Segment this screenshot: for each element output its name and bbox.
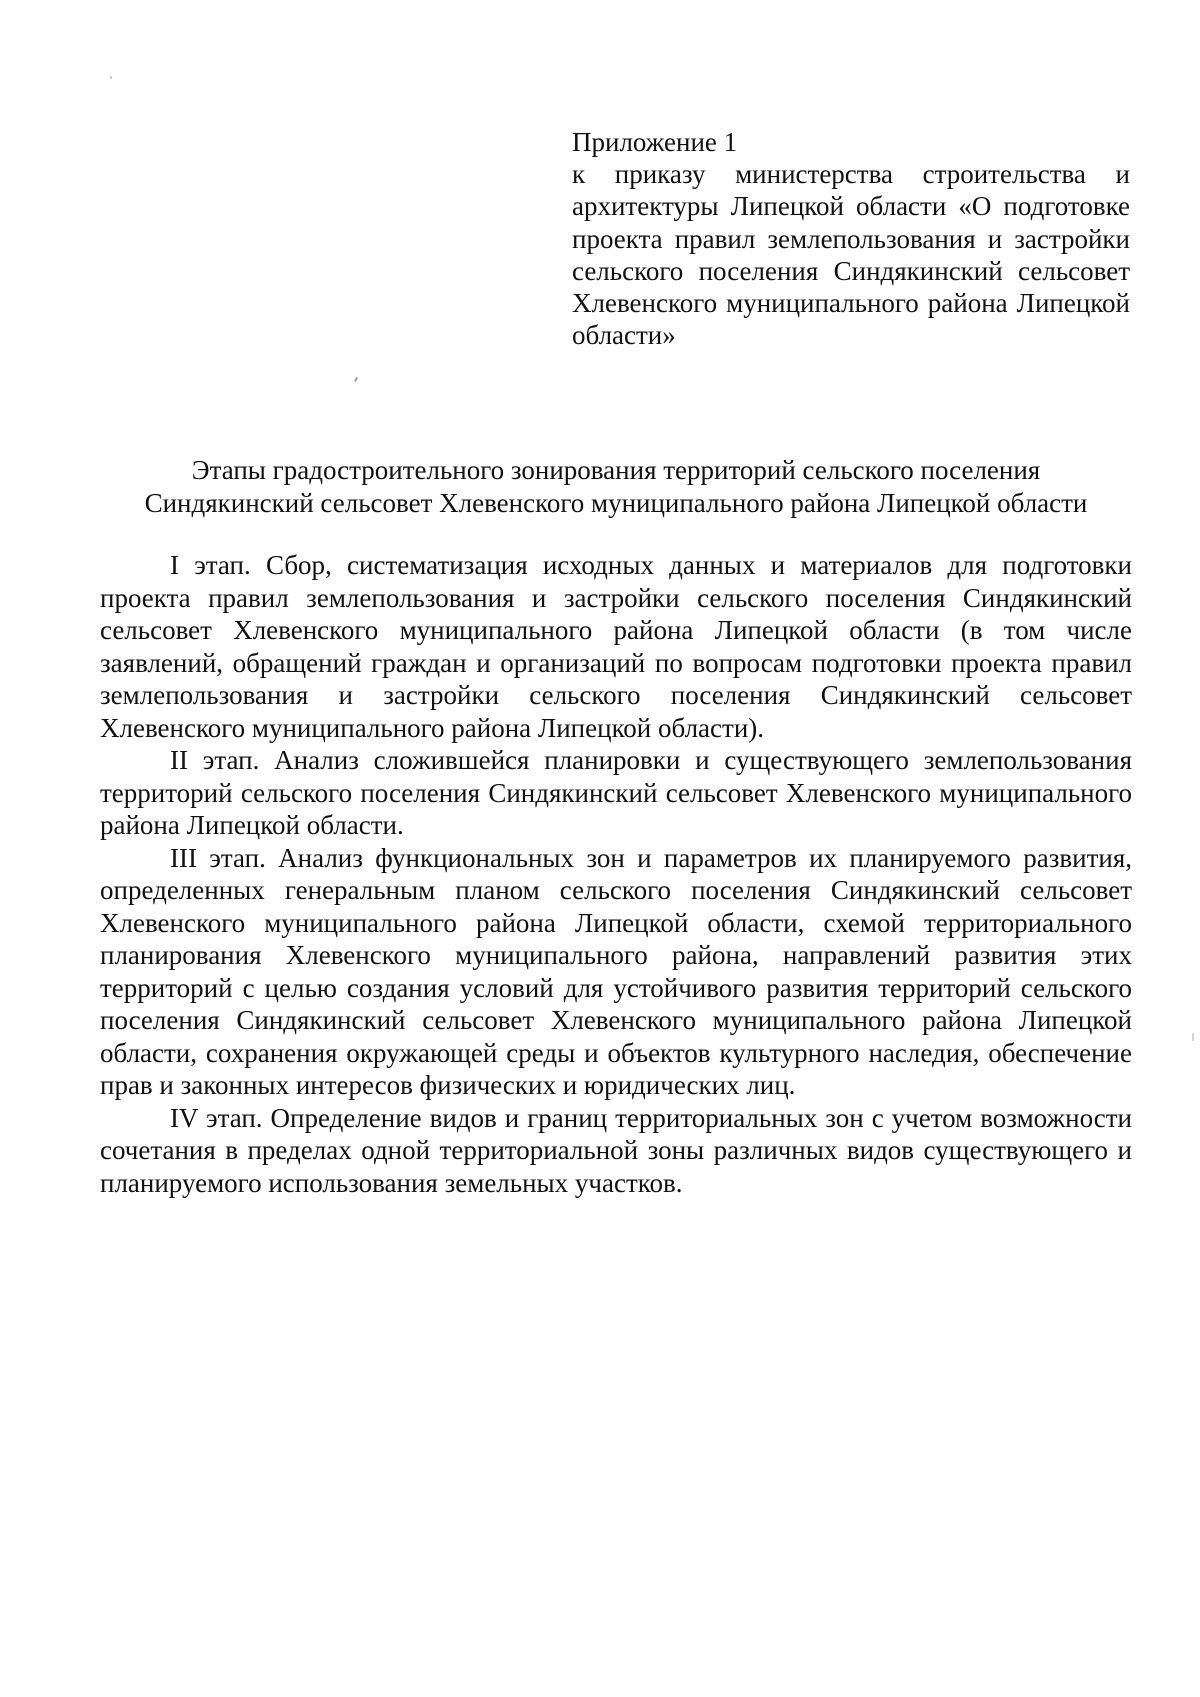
document-title-line-2: Синдякинский сельсовет Хлевенского муниципального района Липецкой области — [144, 488, 1088, 518]
scan-speck — [354, 377, 358, 382]
appendix-title: Приложение 1 — [572, 127, 738, 157]
stage-paragraph-3: III этап. Анализ функциональных зон и параметров их планируемого развития, определенных генеральным планом сельского поселения Синдякинский сельсовет Хлевенского муниципального района Липецкой области, схемой территориального планирования Хлевенского муниципального района, направлений развития этих территорий с целью создания условий для устойчивого развития территорий сельского поселения Синдякинский сельсовет Хлевенского муниципального района Липецкой области, сохранения окружающей среды и объектов культурного наследия, обеспечение прав и законных интересов физических и юридических лиц. — [100, 842, 1132, 1100]
stages-list — [100, 549, 1132, 1199]
appendix-block — [572, 126, 1130, 351]
stage-paragraph-2: II этап. Анализ сложившейся планировки и существующего землепользования территорий сельского поселения Синдякинский сельсовет Хлевенского муниципального района Липецкой области. — [100, 745, 1132, 840]
document-title — [100, 454, 1132, 520]
stage-paragraph-4: IV этап. Определение видов и границ территориальных зон с учетом возможности сочетания в пределах одной территориальной зоны различных видов существующего и планируемого использования земельных участков. — [100, 1102, 1132, 1198]
stage-paragraph-1: I этап. Сбор, систематизация исходных данных и материалов для подготовки проекта правил землепользования и застройки сельского поселения Синдякинский сельсовет Хлевенского муниципального района Липецкой области (в том числе заявлений, обращений граждан и организаций по вопросам подготовки проекта правил землепользования и застройки сельского поселения Синдякинский сельсовет Хлевенского муниципального района Липецкой области). — [100, 550, 1132, 743]
appendix-text: к приказу министерства строительства и архитектуры Липецкой области «О подготовке проекта правил землепользования и застройки сельского поселения Синдякинский сельсовет Хлевенского муниципального района Липецкой области» — [572, 159, 1130, 351]
document-title-line-1: Этапы градостроительного зонирования территорий сельского поселения — [191, 455, 1041, 485]
scan-speck — [110, 76, 112, 79]
scan-speck — [1192, 1033, 1194, 1041]
